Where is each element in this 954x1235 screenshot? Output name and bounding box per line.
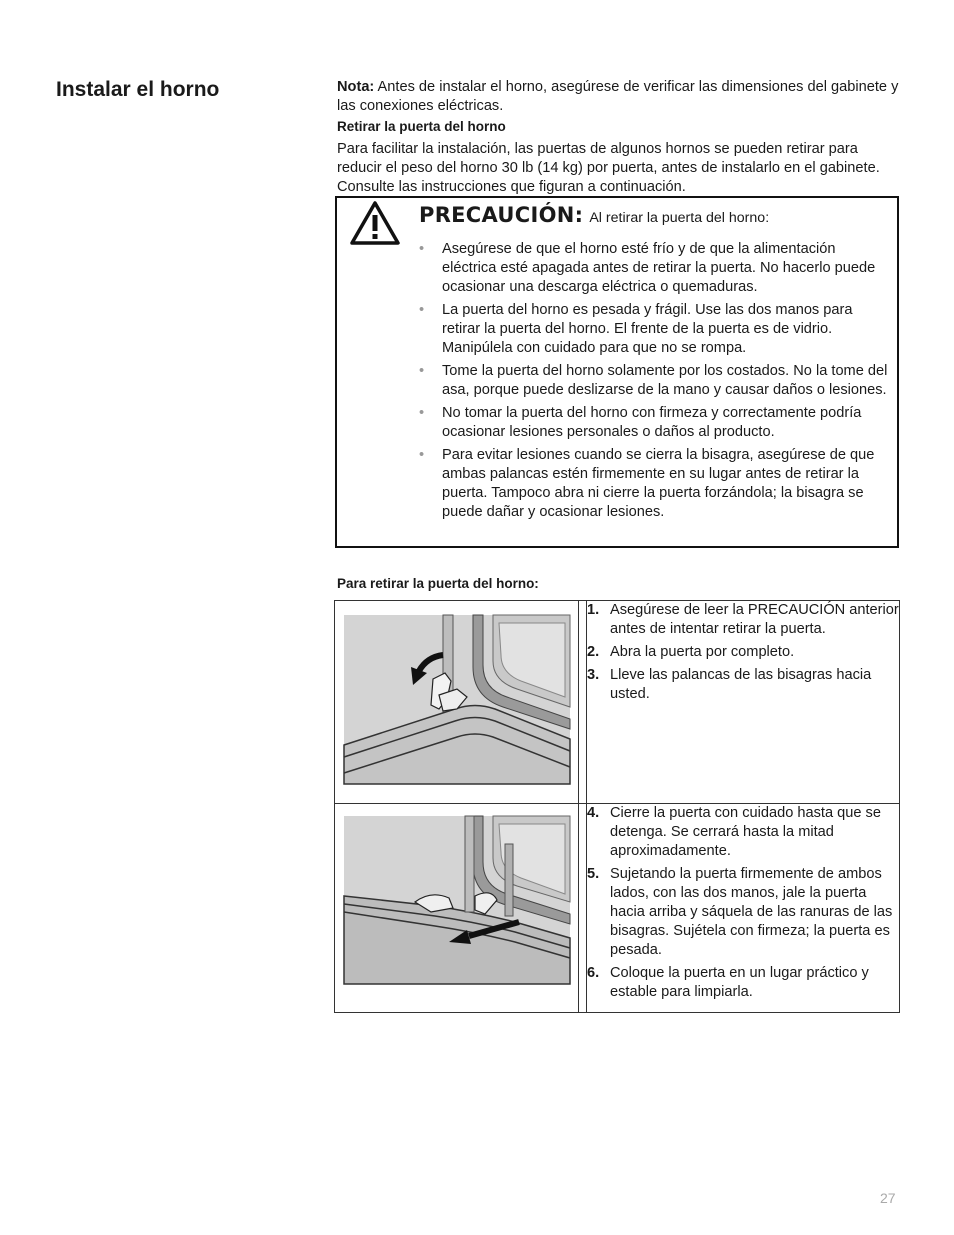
caution-list: [419, 240, 889, 526]
hinge-lever-illustration: [335, 601, 578, 798]
table-row: [335, 804, 900, 1013]
caution-item: • No tomar la puerta del horno con firmeza y correctamente podría ocasionar lesiones personales o daños al producto.: [419, 405, 862, 440]
table-row: [335, 601, 900, 804]
step-list: [587, 804, 899, 1002]
caution-item: • La puerta del horno es pesada y frágil. Use las dos manos para retirar la puerta del horno. El frente de la puerta es de vidrio. Manipúlela con cuidado para que no se rompa.: [419, 302, 853, 356]
remove-door-subheading: Retirar la puerta del horno: [337, 119, 506, 134]
caution-item: • Tome la puerta del horno solamente por los costados. No la tome del asa, porque puede deslizarse de la mano y causar daños o lesiones.: [419, 363, 888, 398]
step-item: 3. Lleve las palancas de las bisagras hacia usted.: [587, 667, 872, 702]
step-item: 5. Sujetando la puerta firmemente de ambos lados, con las dos manos, jale la puerta hacia arriba y sáquela de las ranuras de las bisagras. Sujétela con firmeza; la puerta es pesada.: [587, 866, 893, 958]
steps-heading: Para retirar la puerta del horno:: [337, 576, 539, 591]
note-label: Nota:: [337, 79, 375, 95]
door-removal-illustration: [335, 804, 578, 1007]
caution-box: [335, 196, 899, 548]
bullet-icon: •: [419, 302, 425, 318]
caution-word: PRECAUCIÓN:: [419, 203, 584, 227]
step-item: 4. Cierre la puerta con cuidado hasta que se detenga. Se cerrará hasta la mitad aproximadamente.: [587, 805, 881, 859]
caution-heading: [419, 203, 769, 227]
table-spacer: [579, 804, 587, 1013]
bullet-icon: •: [419, 405, 425, 421]
illustration-cell: [335, 804, 579, 1013]
bullet-icon: •: [419, 241, 425, 257]
section-title: Instalar el horno: [56, 78, 220, 101]
step-item: 6. Coloque la puerta en un lugar práctico y estable para limpiarla.: [587, 965, 869, 1000]
note-text: Antes de instalar el horno, asegúrese de verificar las dimensiones del gabinete y las conexiones eléctricas.: [337, 79, 899, 114]
bullet-icon: •: [419, 363, 425, 379]
intro-paragraph: Para facilitar la instalación, las puertas de algunos hornos se pueden retirar para reducir el peso del horno 30 lb (14 kg) por puerta, antes de instalarlo en el gabinete. Consulte las instrucciones que figuran a continuación.: [337, 141, 880, 195]
steps-table: [334, 600, 900, 1013]
steps-text-cell: [587, 601, 900, 804]
step-item: 2. Abra la puerta por completo.: [587, 644, 795, 660]
step-item: 1. Asegúrese de leer la PRECAUCIÓN anterior antes de intentar retirar la puerta.: [587, 602, 899, 637]
steps-text-cell: [587, 804, 900, 1013]
caution-item: • Para evitar lesiones cuando se cierra la bisagra, asegúrese de que ambas palancas estén firmemente en su lugar antes de retirar la puerta. Tampoco abra ni cierre la puerta forzándola; la bisagra se puede dañar y ocasionar lesiones.: [419, 447, 875, 520]
warning-triangle-icon: [347, 198, 403, 248]
table-spacer: [579, 601, 587, 804]
illustration-cell: [335, 601, 579, 804]
caution-subtitle: Al retirar la puerta del horno:: [589, 210, 770, 226]
bullet-icon: •: [419, 447, 425, 463]
note-paragraph: [337, 78, 899, 116]
page-number: 27: [880, 1190, 896, 1206]
step-list: [587, 601, 899, 704]
caution-item: • Asegúrese de que el horno esté frío y de que la alimentación eléctrica esté apagada antes de retirar la puerta. No hacerlo puede ocasionar una descarga eléctrica o quemaduras.: [419, 241, 876, 295]
main-column: [337, 78, 899, 197]
